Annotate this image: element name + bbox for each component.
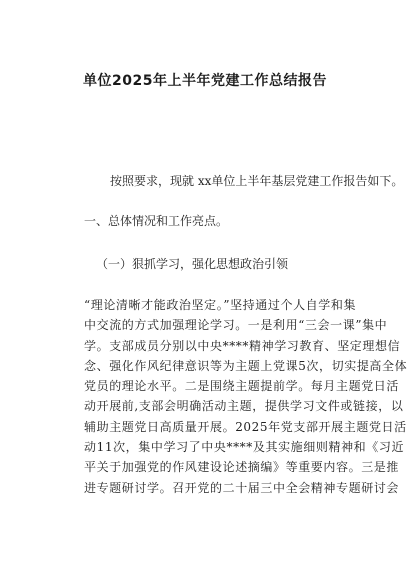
section-heading: 一、总体情况和工作亮点。 <box>84 214 229 228</box>
paragraph-line: 动开展前,支部会明确活动主题，提供学习文件或链接，以 <box>84 399 404 414</box>
paragraph-line: 学。支部成员分别以中央****精神学习教育、坚定理想信 <box>84 338 401 353</box>
body-paragraph <box>84 295 408 498</box>
paragraph-line: 进专题研讨学。召开党的二十届三中全会精神专题研讨会 <box>84 480 400 495</box>
paragraph-line: 辅助主题党日高质量开展。2025年党支部开展主题党日活 <box>84 419 407 434</box>
intro-paragraph: 按照要求，现就 xx单位上半年基层党建工作报告如下。 <box>110 174 404 188</box>
paragraph-line: 念、强化作风纪律意识等为主题上党课5次，切实提高全体 <box>84 358 408 373</box>
subsection-heading: （一）狠抓学习，强化思想政治引领 <box>96 257 289 271</box>
paragraph-line: 平关于加强党的作风建设论述摘编》等重要内容。三是推 <box>84 460 400 475</box>
paragraph-line: 动11次，集中学习了中央****及其实施细则精神和《习近 <box>84 440 405 455</box>
paragraph-line: “理论清晰才能政治坚定。”坚持通过个人自学和集 <box>84 298 357 312</box>
paragraph-line: 党员的理论水平。二是围绕主题提前学。每月主题党日活 <box>84 379 400 394</box>
document-title: 单位2025年上半年党建工作总结报告 <box>83 73 327 89</box>
paragraph-line: 中交流的方式加强理论学习。一是利用“三会一课”集中 <box>84 318 388 333</box>
